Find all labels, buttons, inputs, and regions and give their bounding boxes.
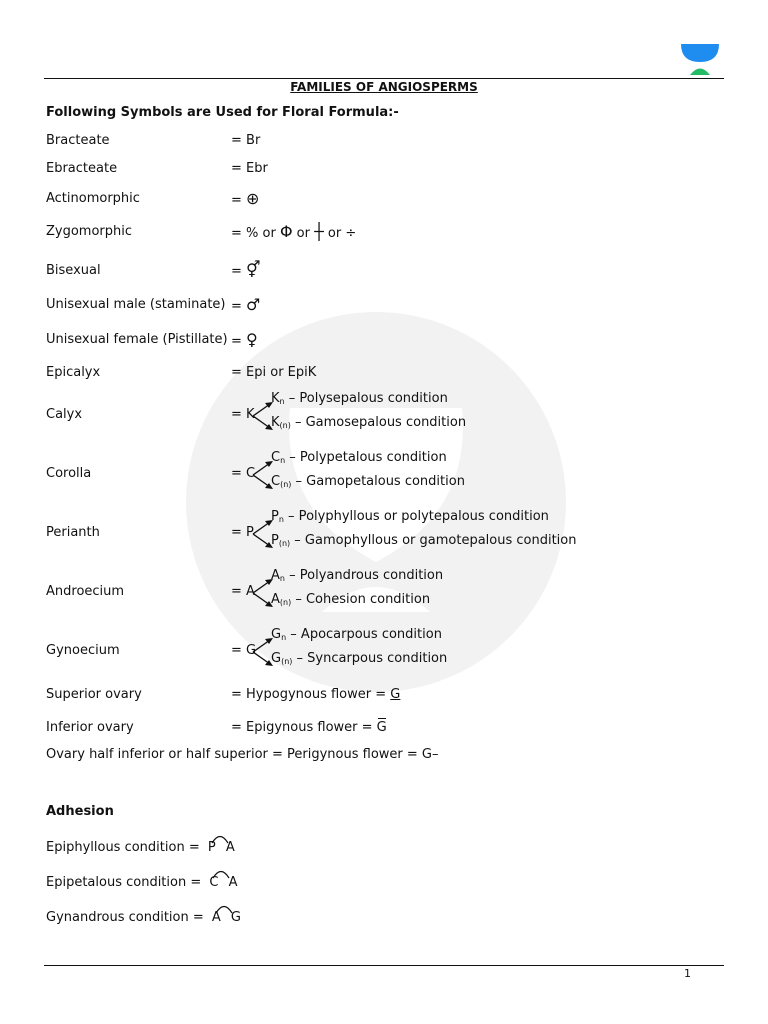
option-subscript: (n): [278, 539, 291, 548]
option-subscript: n: [279, 574, 285, 583]
option-text: – Gamosepalous condition: [290, 415, 467, 430]
symbol-value-male: [231, 295, 260, 314]
option-subscript: (n): [279, 598, 292, 607]
branch-androecium: [231, 568, 611, 618]
adhesion-label: Gynandrous condition =: [46, 910, 208, 925]
female-symbol: ♀: [246, 330, 258, 349]
branch-option-free: [271, 450, 447, 465]
option-text: – Polyandrous condition: [284, 568, 444, 583]
branch-option-free: [271, 391, 448, 406]
option-text: – Gamophyllous or gamotepalous condition: [290, 533, 577, 548]
branch-perianth: [231, 509, 611, 559]
option-text: – Polypetalous condition: [285, 450, 447, 465]
adhesion-symbol: [212, 902, 244, 925]
zygomorphic-or-1: or: [292, 226, 315, 241]
symbol-label-female: Unisexual female (Pistillate): [46, 332, 228, 347]
symbol-value-bracteate: = Br: [231, 133, 261, 148]
option-text: – Syncarpous condition: [292, 651, 448, 666]
symbol-label-male: Unisexual male (staminate): [46, 297, 226, 312]
branch-eq: = P: [231, 525, 254, 540]
branch-eq: = A: [231, 584, 255, 599]
option-letter: G: [271, 627, 282, 642]
zygomorphic-symbol-cross: ┼: [314, 222, 324, 241]
header-rule: [44, 78, 724, 79]
page-title: FAMILIES OF ANGIOSPERMS: [290, 80, 478, 94]
branch-option-free: [271, 568, 443, 583]
symbol-value-female: [231, 330, 258, 349]
ovary-value-text: = Epigynous flower =: [231, 720, 377, 735]
adhesion-arc-icon: [212, 902, 236, 914]
branch-gynoecium: [231, 627, 611, 677]
option-subscript: n: [278, 515, 284, 524]
branch-option-fused: [271, 533, 576, 548]
option-letter: P: [271, 509, 279, 524]
adhesion-item-epiphyllous: [46, 832, 238, 855]
option-text: – Gamopetalous condition: [291, 474, 465, 489]
branch-label-corolla: Corolla: [46, 466, 92, 481]
option-letter: A: [271, 568, 280, 583]
symbol-label-zygomorphic: Zygomorphic: [46, 224, 133, 239]
symbol-label-actinomorphic: Actinomorphic: [46, 191, 140, 206]
option-letter: C: [271, 450, 281, 465]
branch-label-calyx: Calyx: [46, 407, 83, 422]
option-subscript: n: [280, 456, 286, 465]
option-letter: A: [271, 592, 280, 607]
footer-rule: [44, 965, 724, 966]
ovary-value-text: = Hypogynous flower =: [231, 687, 391, 702]
adhesion-heading: Adhesion: [46, 804, 114, 819]
branch-label-gynoecium: Gynoecium: [46, 643, 120, 658]
symbol-value-zygomorphic: [231, 222, 356, 241]
branch-option-fused: [271, 592, 430, 607]
option-letter: C: [271, 474, 281, 489]
option-letter: P: [271, 533, 279, 548]
branch-option-free: [271, 509, 549, 524]
adhesion-label: Epiphyllous condition =: [46, 840, 204, 855]
branch-option-fused: [271, 651, 447, 666]
symbol-label-epicalyx: Epicalyx: [46, 365, 101, 380]
adhesion-letters: A G: [211, 910, 244, 925]
adhesion-arc-icon: [209, 867, 233, 879]
symbol-label-bisexual: Bisexual: [46, 263, 101, 278]
zygomorphic-or-2: or ÷: [323, 226, 357, 241]
symbol-label-bracteate: Bracteate: [46, 133, 110, 148]
symbol-value-bisexual: [231, 260, 260, 279]
adhesion-label: Epipetalous condition =: [46, 875, 206, 890]
adhesion-arc-icon: [208, 832, 232, 844]
ovary-half-line: Ovary half inferior or half superior = Perigynous flower = G–: [46, 747, 439, 762]
adhesion-symbol: [208, 832, 238, 855]
option-letter: K: [271, 415, 280, 430]
option-subscript: (n): [280, 480, 292, 489]
symbol-value-ebracteate: = Ebr: [231, 161, 268, 176]
equals-sign: =: [231, 193, 247, 208]
branch-eq: = G: [231, 643, 257, 658]
option-text: – Polyphyllous or polytepalous condition: [283, 509, 549, 524]
male-symbol: ♂: [246, 295, 261, 314]
option-subscript: n: [281, 633, 287, 642]
ovary-overlined-symbol: G: [376, 720, 387, 735]
ovary-underlined-symbol: G: [390, 687, 401, 702]
adhesion-item-epipetalous: [46, 867, 240, 890]
branch-label-androecium: Androecium: [46, 584, 125, 599]
branch-option-fused: [271, 474, 465, 489]
ovary-label-superior: Superior ovary: [46, 687, 142, 702]
section-subtitle: Following Symbols are Used for Floral Formula:-: [46, 105, 399, 120]
ovary-value-inferior: [231, 720, 387, 735]
option-letter: K: [271, 391, 280, 406]
actinomorphic-symbol: ⊕: [246, 189, 260, 208]
zygomorphic-eq: = % or: [231, 226, 280, 241]
option-subscript: (n): [279, 421, 291, 430]
page-number: 1: [684, 967, 691, 980]
symbol-value-actinomorphic: [231, 189, 259, 208]
bisexual-eq: =: [231, 264, 247, 279]
branch-option-fused: [271, 415, 466, 430]
zygomorphic-symbol-phi: Φ: [279, 222, 293, 241]
symbol-value-epicalyx: = Epi or EpiK: [231, 365, 317, 380]
brand-logo-icon: [680, 44, 720, 76]
option-text: – Cohesion condition: [291, 592, 431, 607]
option-letter: G: [271, 651, 282, 666]
female-eq: =: [231, 334, 247, 349]
adhesion-item-gynandrous: [46, 902, 244, 925]
option-subscript: n: [279, 397, 285, 406]
branch-eq: = K: [231, 407, 255, 422]
option-text: – Polysepalous condition: [284, 391, 448, 406]
branch-eq: = C: [231, 466, 256, 481]
branch-corolla: [231, 450, 611, 500]
symbol-label-ebracteate: Ebracteate: [46, 161, 118, 176]
branch-calyx: [231, 391, 611, 441]
ovary-label-inferior: Inferior ovary: [46, 720, 134, 735]
branch-option-free: [271, 627, 442, 642]
adhesion-letters: P A: [207, 840, 238, 855]
male-eq: =: [231, 299, 247, 314]
option-text: – Apocarpous condition: [286, 627, 442, 642]
adhesion-symbol: [209, 867, 240, 890]
adhesion-letters: C A: [209, 875, 241, 890]
ovary-value-superior: [231, 687, 400, 702]
branch-label-perianth: Perianth: [46, 525, 100, 540]
option-subscript: (n): [281, 657, 293, 666]
bisexual-symbol: ⚥: [246, 260, 261, 279]
